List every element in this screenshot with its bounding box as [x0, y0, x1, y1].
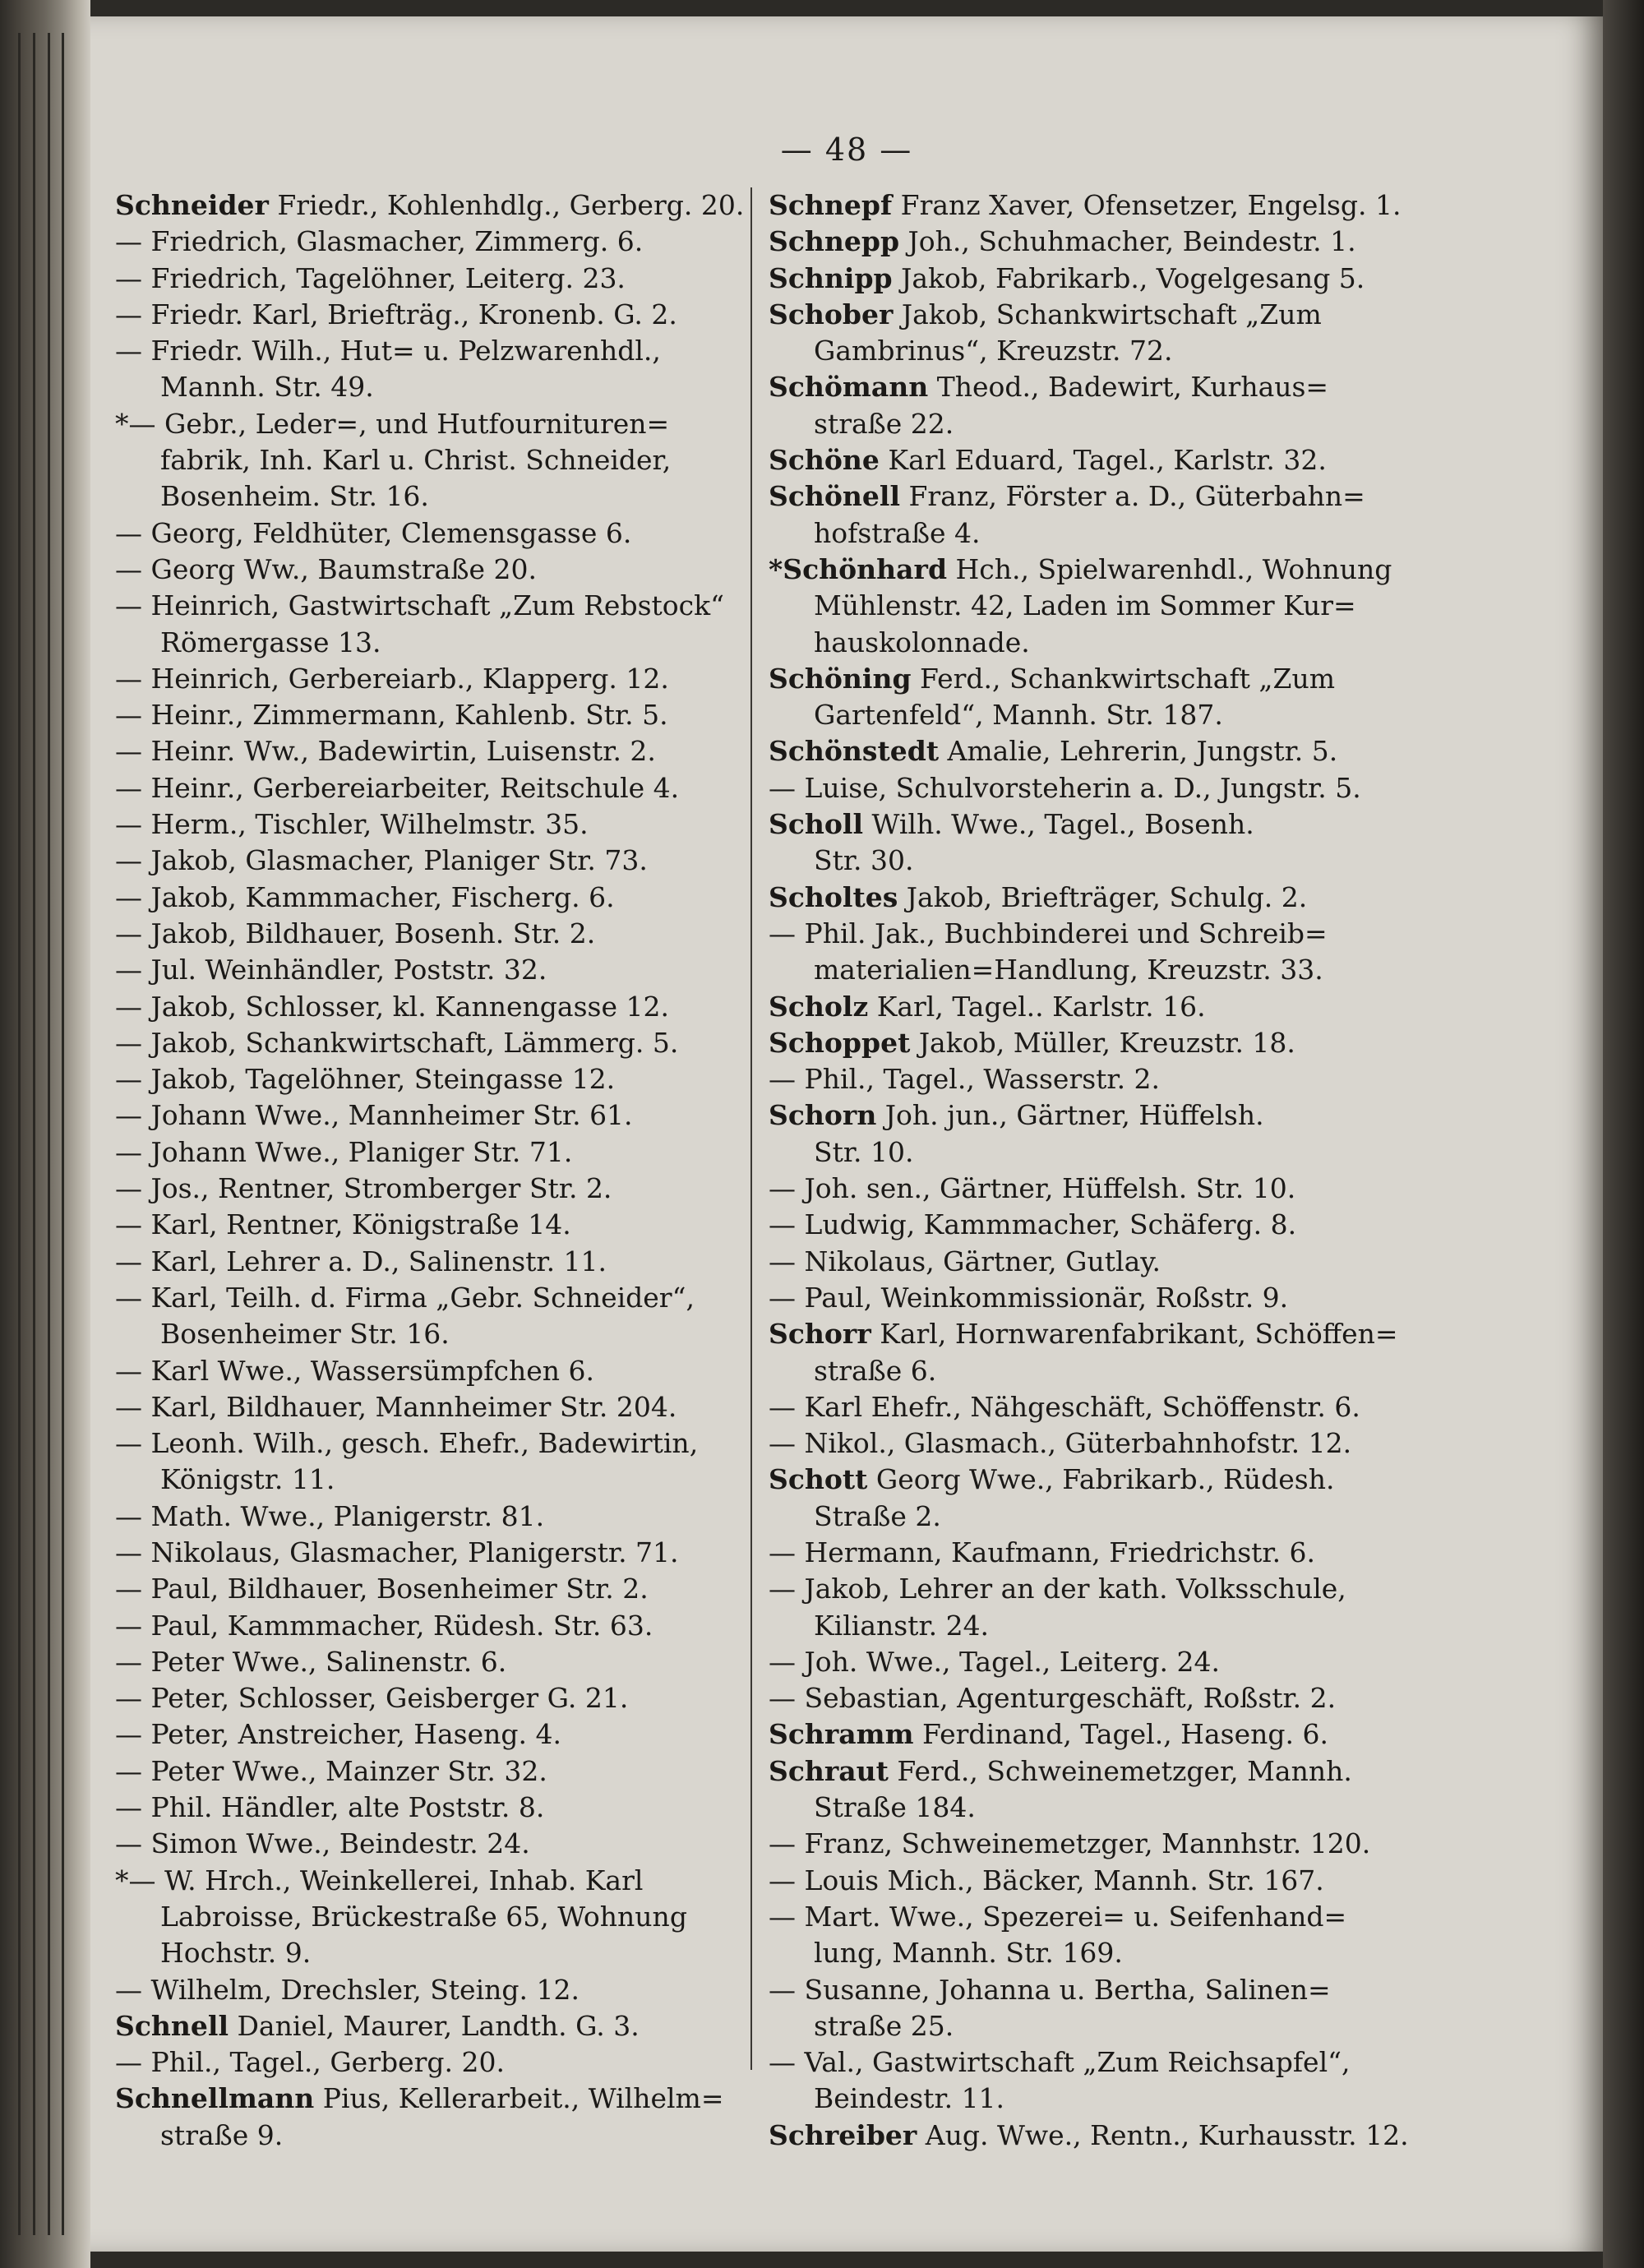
directory-entry-continuation: Straße 184.	[814, 1791, 976, 1824]
directory-entry-continuation: Labroisse, Brückestraße 65, Wohnung	[160, 1900, 687, 1933]
directory-entry-continuation: Kilianstr. 24.	[814, 1609, 990, 1642]
entry-text: Wilh. Wwe., Tagel., Bosenh.	[863, 808, 1254, 841]
surname-heading: Schreiber	[769, 2118, 917, 2151]
directory-entry	[769, 1462, 1402, 1498]
directory-entry: — Franz, Schweinemetzger, Mannhstr. 120.	[769, 1827, 1371, 1860]
page-edge-line	[33, 33, 35, 2235]
directory-entry: — Heinrich, Gastwirtschaft „Zum Rebstock“	[115, 589, 725, 622]
entry-text: Ferd., Schweinemetzger, Mannh.	[888, 1754, 1352, 1787]
directory-entry-continuation: Str. 30.	[814, 844, 914, 877]
directory-entry: — Phil. Händler, alte Poststr. 8.	[115, 1791, 545, 1824]
column-divider	[750, 187, 752, 2070]
directory-entry	[115, 187, 745, 224]
directory-entry: — Phil., Tagel., Gerberg. 20.	[115, 2046, 506, 2079]
directory-entry-continuation: hauskolonnade.	[814, 626, 1030, 658]
surname-heading: Schober	[769, 298, 894, 330]
surname-heading: Scholl	[769, 808, 864, 841]
directory-entry: — Karl, Teilh. d. Firma „Gebr. Schneider“,	[115, 1281, 695, 1314]
directory-entry: *— Gebr., Leder=, und Hutfournituren=	[115, 407, 670, 440]
entry-text: Franz Xaver, Ofensetzer, Engelsg. 1.	[892, 189, 1402, 221]
directory-entry: — Phil. Jak., Buchbinderei und Schreib=	[769, 917, 1328, 949]
surname-heading: Schnipp	[769, 261, 893, 294]
directory-entry	[115, 2008, 740, 2044]
directory-entry: — Wilhelm, Drechsler, Steing. 12.	[115, 1973, 580, 2006]
directory-entry	[769, 297, 1402, 333]
directory-entry: — Sebastian, Agenturgeschäft, Roßstr. 2.	[769, 1682, 1337, 1715]
entry-text: Jakob, Fabrikarb., Vogelgesang 5.	[892, 261, 1365, 294]
directory-entry: — Friedrich, Tagelöhner, Leiterg. 23.	[115, 261, 626, 294]
directory-entry-continuation: Gartenfeld“, Mannh. Str. 187.	[814, 699, 1223, 732]
surname-heading: Schnepp	[769, 225, 900, 258]
directory-entry: — Karl, Lehrer a. D., Salinenstr. 11.	[115, 1245, 607, 1277]
directory-entry: — Johann Wwe., Planiger Str. 71.	[115, 1135, 573, 1168]
left-column	[115, 187, 745, 2154]
surname-heading: Schoppet	[769, 1026, 911, 1059]
directory-entry: — Nikolaus, Glasmacher, Planigerstr. 71.	[115, 1536, 679, 1568]
entry-text: Jakob, Briefträger, Schulg. 2.	[898, 880, 1308, 913]
directory-entry: — Val., Gastwirtschaft „Zum Reichsapfel“,	[769, 2046, 1351, 2079]
directory-entry-continuation: straße 25.	[814, 2009, 954, 2042]
entry-text: Georg Wwe., Fabrikarb., Rüdesh.	[867, 1463, 1335, 1496]
directory-entry	[769, 369, 1402, 405]
entry-text: Karl, Tagel.. Karlstr. 16.	[868, 990, 1206, 1023]
surname-heading: Schnell	[115, 2009, 229, 2042]
book-spine	[0, 0, 90, 2268]
entry-text: Karl Eduard, Tagel., Karlstr. 32.	[879, 444, 1327, 477]
right-column	[769, 187, 1409, 2154]
directory-entry: — Peter Wwe., Salinenstr. 6.	[115, 1645, 507, 1678]
surname-heading: Schönstedt	[769, 735, 940, 768]
directory-entry-continuation: Str. 10.	[814, 1135, 914, 1168]
directory-entry-continuation: Bosenheim. Str. 16.	[160, 480, 429, 513]
directory-entry: — Louis Mich., Bäcker, Mannh. Str. 167.	[769, 1864, 1324, 1896]
directory-entry: — Paul, Bildhauer, Bosenheimer Str. 2.	[115, 1573, 649, 1605]
directory-entry-continuation: lung, Mannh. Str. 169.	[814, 1937, 1123, 1970]
directory-entry: — Simon Wwe., Beindestr. 24.	[115, 1827, 530, 1860]
directory-entry: — Jos., Rentner, Stromberger Str. 2.	[115, 1172, 612, 1205]
directory-entry	[769, 1025, 1402, 1061]
directory-entry: — Susanne, Johanna u. Bertha, Salinen=	[769, 1973, 1331, 2006]
directory-entry: — Mart. Wwe., Spezerei= u. Seifenhand=	[769, 1900, 1347, 1933]
directory-entry: — Peter, Anstreicher, Haseng. 4.	[115, 1718, 561, 1751]
directory-entry: — Heinr. Ww., Badewirtin, Luisenstr. 2.	[115, 735, 656, 768]
surname-heading: Schömann	[769, 371, 929, 404]
directory-entry	[769, 989, 1402, 1025]
directory-entry: — Joh. sen., Gärtner, Hüffelsh. Str. 10.	[769, 1172, 1296, 1205]
directory-entry: — Jakob, Tagelöhner, Steingasse 12.	[115, 1063, 616, 1096]
directory-entry-continuation: straße 9.	[160, 2118, 284, 2151]
directory-entry: — Friedr. Karl, Briefträg., Kronenb. G. 2.	[115, 298, 677, 330]
directory-entry: — Luise, Schulvorsteherin a. D., Jungstr. 5.	[769, 771, 1361, 804]
directory-entry: — Paul, Kammmacher, Rüdesh. Str. 63.	[115, 1609, 653, 1642]
directory-entry: — Karl Wwe., Wassersümpfchen 6.	[115, 1354, 595, 1387]
directory-entry	[769, 187, 1402, 224]
directory-entry	[769, 261, 1402, 297]
directory-entry: — Jakob, Schlosser, kl. Kannengasse 12.	[115, 990, 669, 1023]
page-edge-line	[48, 33, 50, 2235]
surname-heading: *Schönhard	[769, 552, 948, 585]
directory-entry: — Leonh. Wilh., gesch. Ehefr., Badewirtin,	[115, 1427, 699, 1460]
surname-heading: Schöning	[769, 662, 912, 695]
directory-entry	[769, 1716, 1402, 1753]
surname-heading: Schorr	[769, 1318, 871, 1351]
directory-entry: — Heinr., Gerbereiarbeiter, Reitschule 4.	[115, 771, 680, 804]
directory-entry	[769, 733, 1402, 769]
directory-entry-continuation: Mannh. Str. 49.	[160, 371, 374, 404]
directory-entry-continuation: straße 22.	[814, 407, 954, 440]
directory-entry	[769, 661, 1402, 697]
directory-entry-continuation: Bosenheimer Str. 16.	[160, 1318, 450, 1351]
directory-entry: — Georg Ww., Baumstraße 20.	[115, 552, 538, 585]
directory-entry: — Karl Ehefr., Nähgeschäft, Schöffenstr. 6.	[769, 1390, 1360, 1423]
entry-text: Amalie, Lehrerin, Jungstr. 5.	[939, 735, 1338, 768]
surname-heading: Schönell	[769, 480, 900, 513]
directory-entry	[769, 552, 1402, 588]
directory-entry: — Paul, Weinkommissionär, Roßstr. 9.	[769, 1281, 1289, 1314]
page-number: — 48 —	[780, 132, 913, 168]
directory-entry: — Jakob, Schankwirtschaft, Lämmerg. 5.	[115, 1026, 679, 1059]
page-edge-line	[18, 33, 21, 2235]
directory-entry: — Peter, Schlosser, Geisberger G. 21.	[115, 1682, 629, 1715]
directory-entry-continuation: Straße 2.	[814, 1499, 941, 1532]
directory-entry	[769, 2118, 1409, 2154]
directory-entry: — Phil., Tagel., Wasserstr. 2.	[769, 1063, 1161, 1096]
directory-entry-continuation: straße 6.	[814, 1354, 937, 1387]
directory-entry: — Jakob, Bildhauer, Bosenh. Str. 2.	[115, 917, 596, 949]
entry-text: Pius, Kellerarbeit., Wilhelm=	[314, 2082, 724, 2115]
directory-entry-continuation: Hochstr. 9.	[160, 1937, 312, 1970]
entry-text: Theod., Badewirt, Kurhaus=	[928, 371, 1329, 404]
directory-entry-continuation: Römergasse 13.	[160, 626, 381, 658]
directory-entry: — Nikolaus, Gärtner, Gutlay.	[769, 1245, 1161, 1277]
directory-entry-continuation: fabrik, Inh. Karl u. Christ. Schneider,	[160, 444, 672, 477]
entry-text: Friedr., Kohlenhdlg., Gerberg. 20.	[268, 189, 745, 221]
surname-heading: Schorn	[769, 1099, 877, 1132]
entry-text: Franz, Förster a. D., Güterbahn=	[900, 480, 1365, 513]
directory-entry: — Ludwig, Kammmacher, Schäferg. 8.	[769, 1208, 1297, 1241]
directory-entry: — Heinr., Zimmermann, Kahlenb. Str. 5.	[115, 699, 668, 732]
directory-entry: — Herm., Tischler, Wilhelmstr. 35.	[115, 808, 589, 841]
entry-text: Ferd., Schankwirtschaft „Zum	[911, 662, 1335, 695]
surname-heading: Schneider	[115, 189, 269, 221]
directory-entry: — Jakob, Glasmacher, Planiger Str. 73.	[115, 844, 648, 877]
entry-text: Joh. jun., Gärtner, Hüffelsh.	[876, 1099, 1264, 1132]
directory-entry: — Karl, Rentner, Königstraße 14.	[115, 1208, 571, 1241]
right-page-edge	[1603, 0, 1644, 2268]
directory-entry	[769, 1753, 1402, 1790]
directory-entry	[115, 2081, 740, 2117]
directory-entry: — Jul. Weinhändler, Poststr. 32.	[115, 954, 547, 986]
surname-heading: Scholtes	[769, 880, 898, 913]
directory-entry: — Heinrich, Gerbereiarb., Klapperg. 12.	[115, 662, 669, 695]
directory-entry: — Peter Wwe., Mainzer Str. 32.	[115, 1754, 547, 1787]
directory-entry	[769, 806, 1402, 843]
directory-entry: — Joh. Wwe., Tagel., Leiterg. 24.	[769, 1645, 1220, 1678]
page-edge-line	[62, 33, 64, 2235]
directory-entry-continuation: Gambrinus“, Kreuzstr. 72.	[814, 335, 1173, 367]
directory-entry: — Hermann, Kaufmann, Friedrichstr. 6.	[769, 1536, 1316, 1568]
directory-entry: — Friedrich, Glasmacher, Zimmerg. 6.	[115, 225, 644, 258]
entry-text: Jakob, Schankwirtschaft „Zum	[893, 298, 1322, 330]
directory-entry-continuation: Beindestr. 11.	[814, 2082, 1005, 2115]
entry-text: Hch., Spielwarenhdl., Wohnung	[947, 552, 1392, 585]
surname-heading: Schraut	[769, 1754, 889, 1787]
entry-text: Jakob, Müller, Kreuzstr. 18.	[910, 1026, 1295, 1059]
directory-entry-continuation: hofstraße 4.	[814, 516, 981, 549]
surname-heading: Schnepf	[769, 189, 893, 221]
directory-entry: *— W. Hrch., Weinkellerei, Inhab. Karl	[115, 1864, 644, 1896]
entry-text: Karl, Hornwarenfabrikant, Schöffen=	[870, 1318, 1398, 1351]
directory-entry: — Johann Wwe., Mannheimer Str. 61.	[115, 1099, 633, 1132]
directory-entry-continuation: materialien=Handlung, Kreuzstr. 33.	[814, 954, 1323, 986]
directory-entry: — Jakob, Kammmacher, Fischerg. 6.	[115, 880, 615, 913]
directory-entry-continuation: Mühlenstr. 42, Laden im Sommer Kur=	[814, 589, 1356, 622]
directory-entry: — Karl, Bildhauer, Mannheimer Str. 204.	[115, 1390, 677, 1423]
directory-entry-continuation: Königstr. 11.	[160, 1463, 335, 1496]
surname-heading: Schnellmann	[115, 2082, 315, 2115]
entry-text: Joh., Schuhmacher, Beindestr. 1.	[899, 225, 1356, 258]
directory-entry	[769, 442, 1402, 478]
directory-entry: — Georg, Feldhüter, Clemensgasse 6.	[115, 516, 632, 549]
entry-text: Ferdinand, Tagel., Haseng. 6.	[913, 1718, 1328, 1751]
surname-heading: Schott	[769, 1463, 868, 1496]
directory-entry	[769, 880, 1402, 916]
directory-entry	[769, 478, 1402, 515]
entry-text: Aug. Wwe., Rentn., Kurhausstr. 12.	[917, 2118, 1409, 2151]
directory-entry: — Friedr. Wilh., Hut= u. Pelzwarenhdl.,	[115, 335, 661, 367]
surname-heading: Schramm	[769, 1718, 914, 1751]
directory-entry	[769, 224, 1402, 260]
entry-text: Daniel, Maurer, Landth. G. 3.	[228, 2009, 640, 2042]
directory-entry	[769, 1316, 1402, 1352]
directory-entry	[769, 1097, 1402, 1134]
directory-entry: — Jakob, Lehrer an der kath. Volksschule,	[769, 1573, 1346, 1605]
directory-entry: — Math. Wwe., Planigerstr. 81.	[115, 1499, 545, 1532]
directory-entry: — Nikol., Glasmach., Güterbahnhofstr. 12.	[769, 1427, 1352, 1460]
surname-heading: Schöne	[769, 444, 880, 477]
surname-heading: Scholz	[769, 990, 869, 1023]
